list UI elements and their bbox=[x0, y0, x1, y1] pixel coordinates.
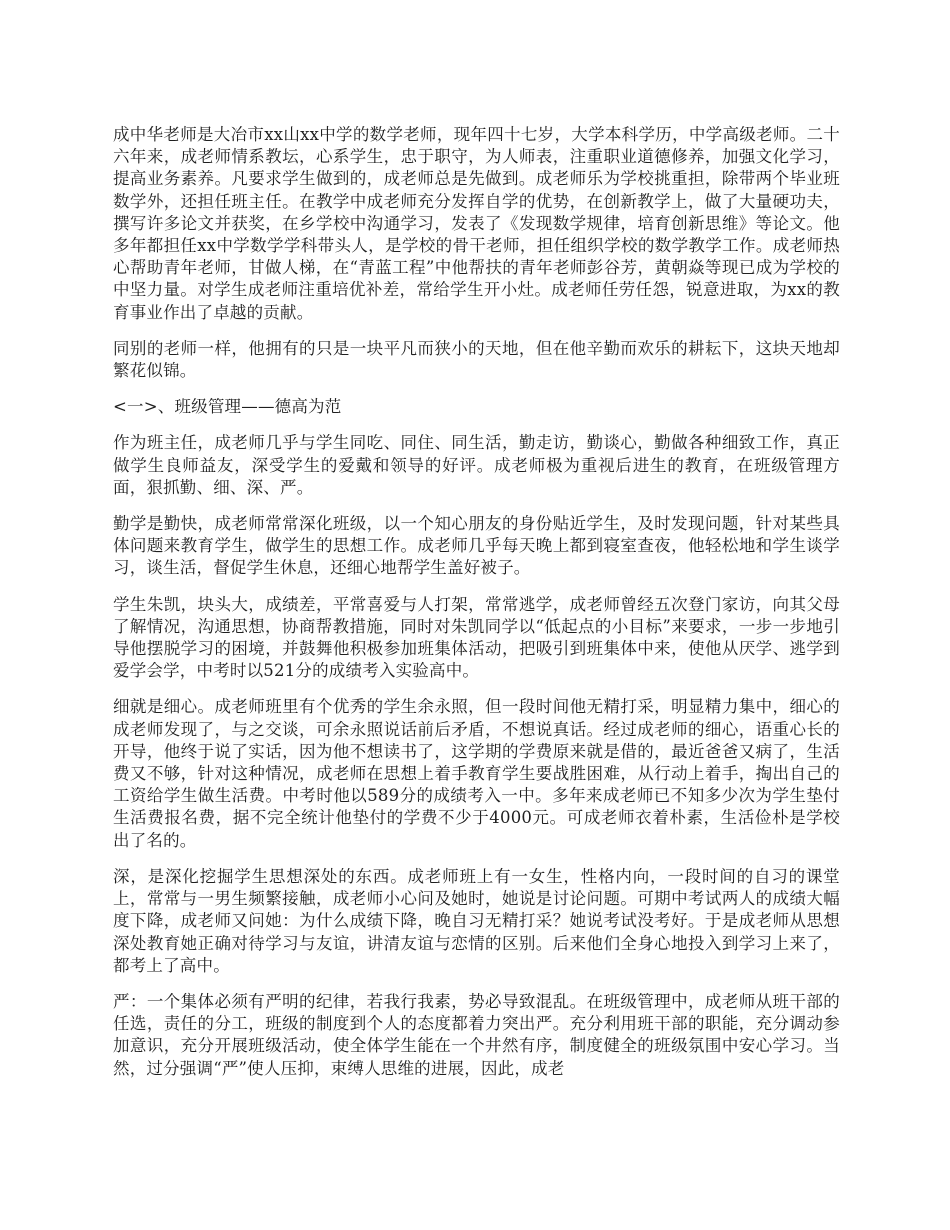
document-body bbox=[113, 124, 840, 1094]
paragraph-diligence: 勤学是勤快，成老师常常深化班级，以一个知心朋友的身份贴近学生，及时发现问题，针对某些具体问题来教育学生，做学生的思想工作。成老师几乎每天晚上都到寝室查夜，他轻松地和学生谈学习，谈生活，督促学生休息，还细心地帮学生盖好被子。 bbox=[113, 514, 840, 578]
paragraph-student-zhukai: 学生朱凯，块头大，成绩差，平常喜爱与人打架，常常逃学，成老师曾经五次登门家访，向其父母了解情况，沟通思想，协商帮教措施，同时对朱凯同学以“低起点的小目标”来要求，一步一步地引导他摆脱学习的困境，并鼓舞他积极参加班集体活动，把吸引到班集体中来，使他从厌学、逃学到爱学会学，中考时以521分的成绩考入实验高中。 bbox=[113, 594, 840, 681]
paragraph-carefulness: 细就是细心。成老师班里有个优秀的学生余永照，但一段时间他无精打采，明显精力集中，细心的成老师发现了，与之交谈，可余永照说话前后矛盾，不想说真话。经过成老师的细心，语重心长的开导，他终于说了实话，因为他不想读书了，这学期的学费原来就是借的，最近爸爸又病了，生活费又不够，针对这种情况，成老师在思想上着手教育学生要战胜困难，从行动上着手，掏出自己的工资给学生做生活费。中考时他以589分的成绩考入一中。多年来成老师已不知多少次为学生垫付生活费报名费，据不完全统计他垫付的学费不少于4000元。可成老师衣着朴素，生活俭朴是学校出了名的。 bbox=[113, 697, 840, 850]
section-heading: <一>、班级管理——德高为范 bbox=[113, 397, 342, 417]
paragraph-class-management: 作为班主任，成老师几乎与学生同吃、同住、同生活，勤走访，勤谈心，勤做各种细致工作，真正做学生良师益友，深受学生的爱戴和领导的好评。成老师极为重视后进生的教育，在班级管理方面，狠抓勤、细、深、严。 bbox=[113, 433, 840, 497]
paragraph-summary: 同别的老师一样，他拥有的只是一块平凡而狭小的天地，但在他辛勤而欢乐的耕耘下，这块天地却繁花似锦。 bbox=[113, 338, 840, 381]
paragraph-depth: 深，是深化挖掘学生思想深处的东西。成老师班上有一女生，性格内向，一段时间的自习的课堂上，常常与一男生频繁接触，成老师小心问及她时，她说是讨论问题。可期中考试两人的成绩大幅度下降，成老师又问她：为什么成绩下降，晚自习无精打采？她说考试没考好。于是成老师从思想深处教育她正确对待学习与友谊，讲清友谊与恋情的区别。后来他们全身心地投入到学习上来了，都考上了高中。 bbox=[113, 866, 840, 975]
paragraph-strictness: 严：一个集体必须有严明的纪律，若我行我素，势必导致混乱。在班级管理中，成老师从班干部的任选，责任的分工，班级的制度到个人的态度都着力突出严。充分利用班干部的职能，充分调动参加意识，充分开展班级活动，使全体学生能在一个井然有序，制度健全的班级氛围中安心学习。当然，过分强调“严”使人压抑，束缚人思维的进展，因此，成老 bbox=[113, 991, 840, 1078]
paragraph-profile: 成中华老师是大冶市xx山xx中学的数学老师，现年四十七岁，大学本科学历，中学高级老师。二十六年来，成老师情系教坛，心系学生，忠于职守，为人师表，注重职业道德修养，加强文化学习，提高业务素养。凡要求学生做到的，成老师总是先做到。成老师乐为学校挑重担，除带两个毕业班数学外，还担任班主任。在教学中成老师充分发挥自学的优势，在创新教学上，做了大量硬功夫，撰写许多论文并获奖，在乡学校中沟通学习，发表了《发现数学规律，培育创新思维》等论文。他多年都担任xx中学数学学科带头人，是学校的骨干老师，担任组织学校的数学教学工作。成老师热心帮助青年老师，甘做人梯，在“青蓝工程”中他帮扶的青年老师彭谷芳，黄朝焱等现已成为学校的中坚力量。对学生成老师注重培优补差，常给学生开小灶。成老师任劳任怨，锐意进取，为xx的教育事业作出了卓越的贡献。 bbox=[113, 125, 840, 322]
